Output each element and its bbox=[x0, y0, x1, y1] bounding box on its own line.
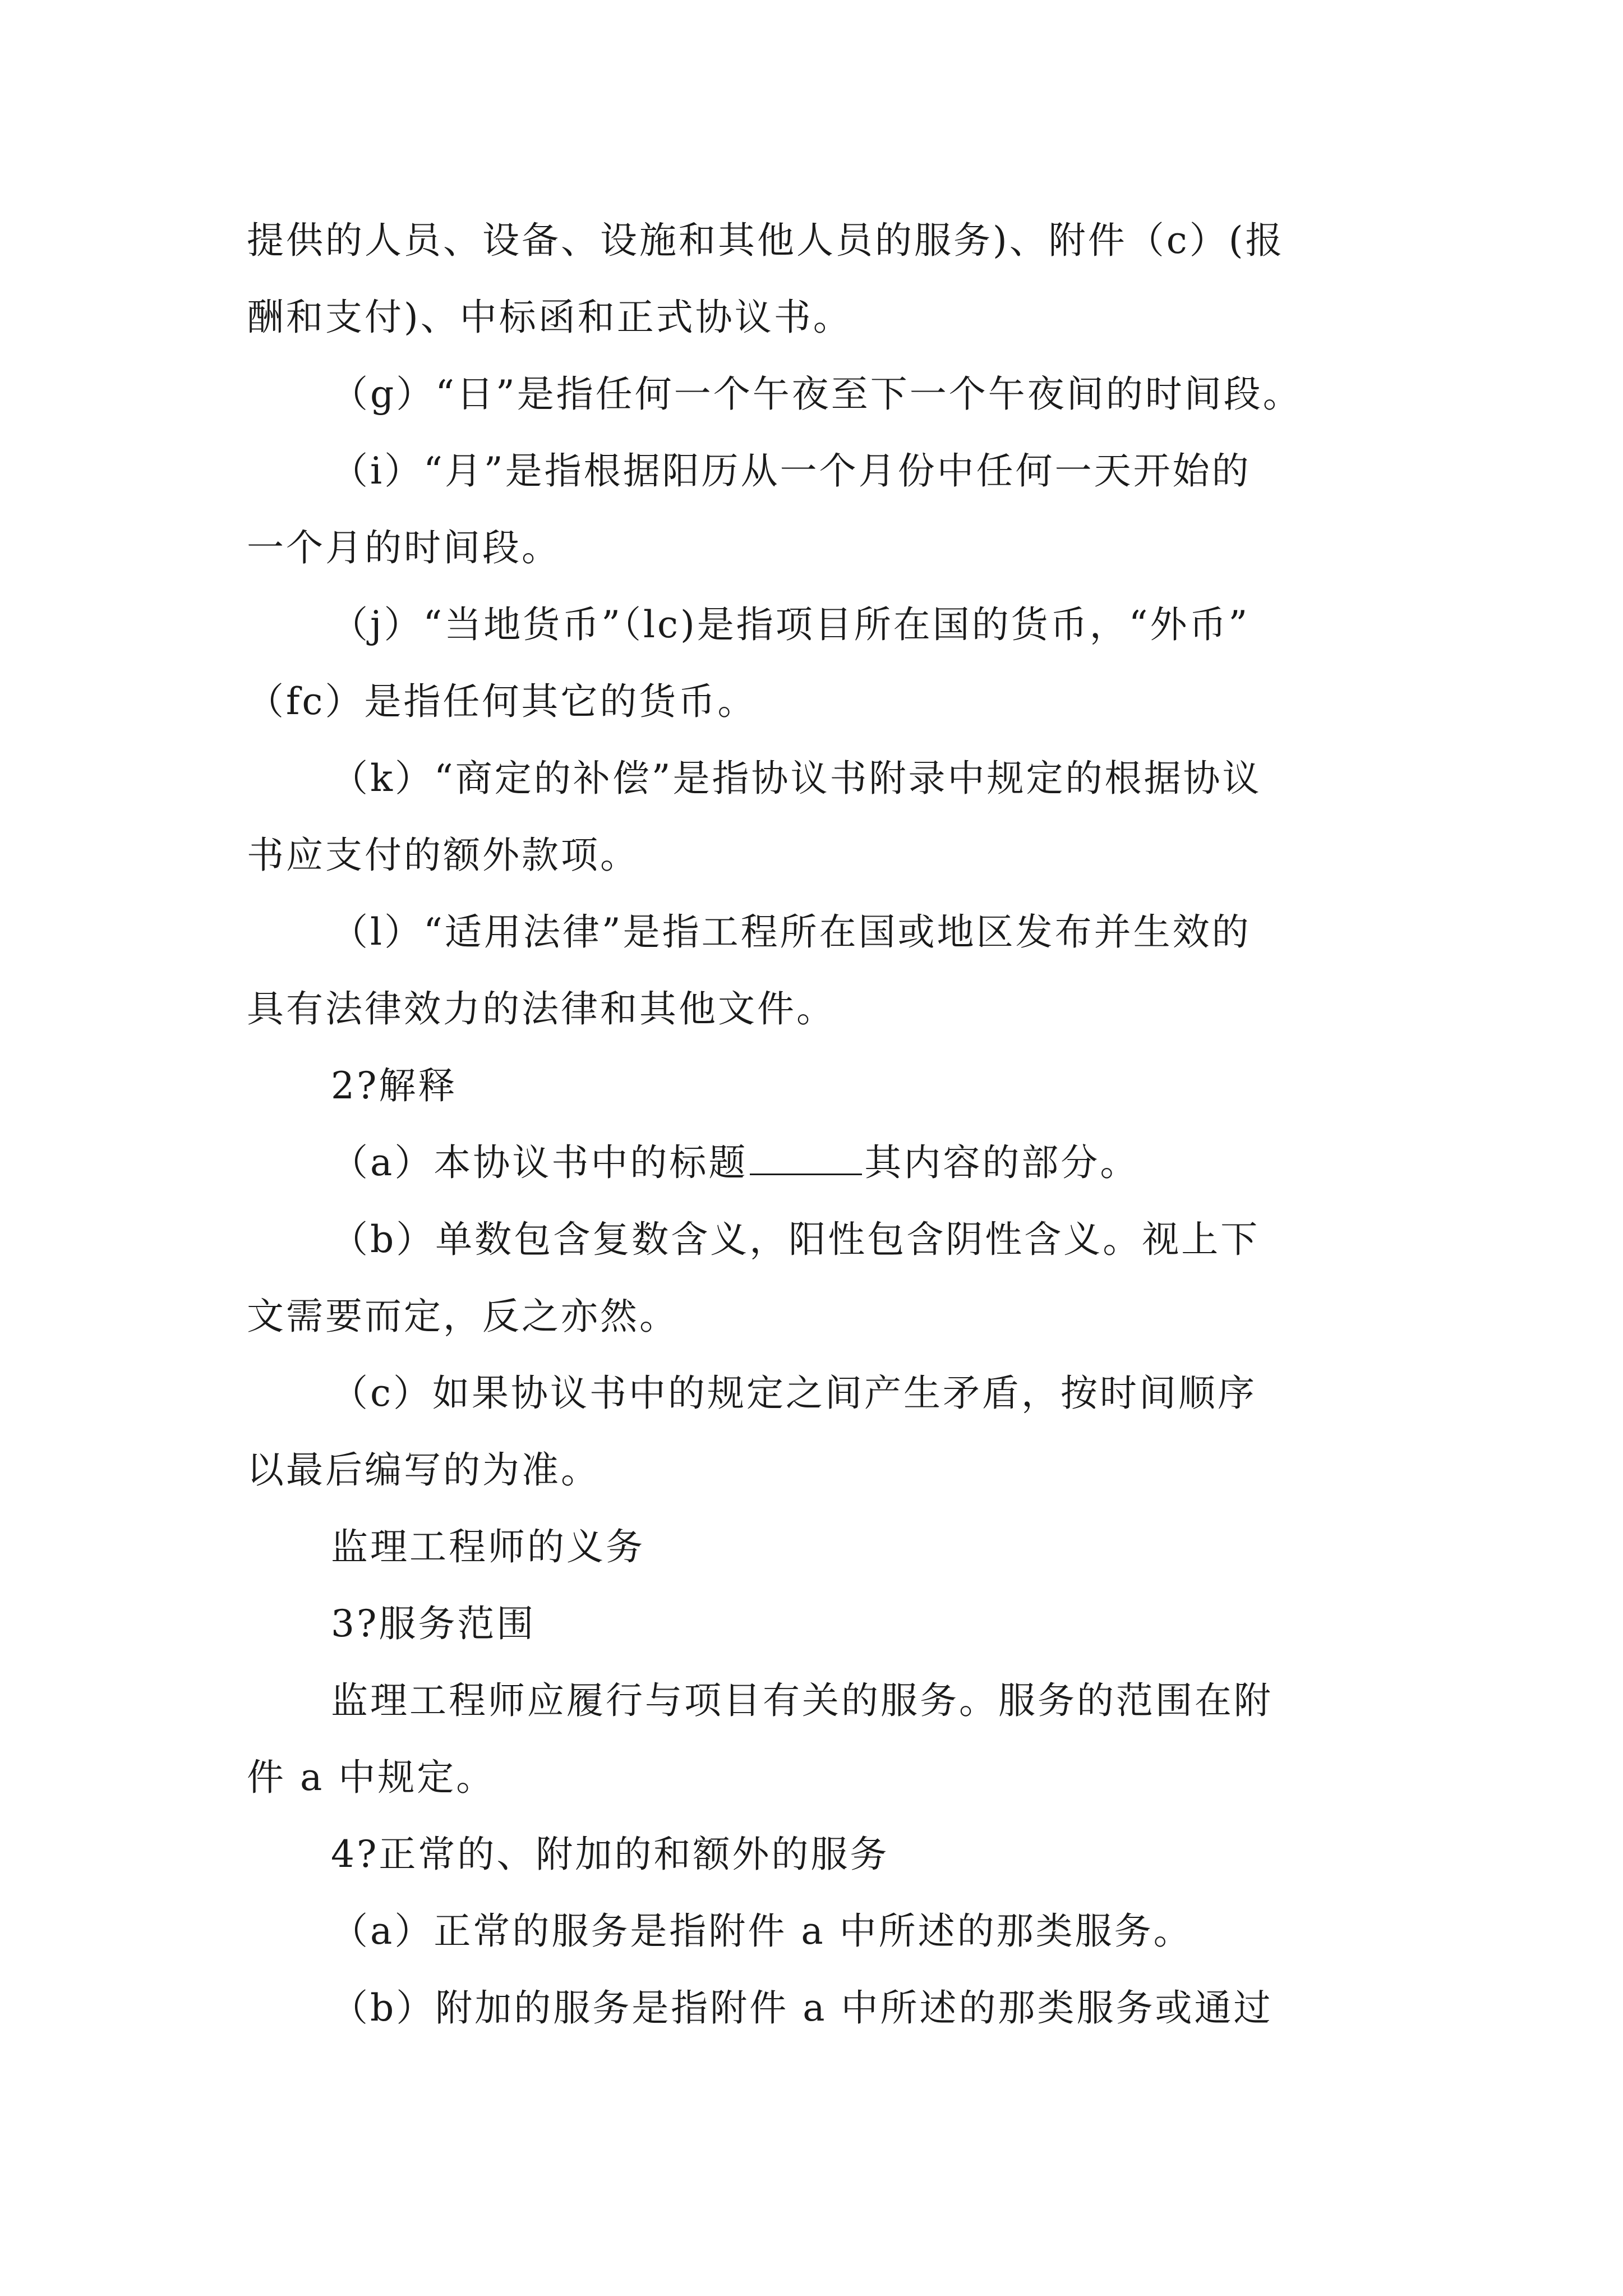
text-line: 具有法律效力的法律和其他文件。 bbox=[247, 987, 836, 1030]
text-line: 酬和支付)、中标函和正式协议书。 bbox=[247, 296, 852, 339]
text-line: （fc）是指任何其它的货币。 bbox=[247, 680, 757, 723]
text-line: 一个月的时间段。 bbox=[247, 526, 561, 569]
services-b: （b）附加的服务是指附件 a 中所述的那类服务或通过 bbox=[331, 1986, 1273, 2030]
definition-currency: （j）“当地货币”（lc)是指项目所在国的货币，“外币” bbox=[331, 603, 1250, 646]
services-a: （a）正常的服务是指附件 a 中所述的那类服务。 bbox=[331, 1910, 1193, 1953]
text-line: 书应支付的额外款项。 bbox=[247, 834, 639, 877]
text-line: 以最后编写的为准。 bbox=[247, 1448, 600, 1492]
interpretation-c: （c）如果协议书中的规定之间产生矛盾，按时间顺序 bbox=[331, 1372, 1257, 1415]
text-line: 文需要而定，反之亦然。 bbox=[247, 1295, 679, 1338]
definition-month: （i）“月”是指根据阳历从一个月份中任何一天开始的 bbox=[331, 449, 1251, 493]
text-segment: 其内容的部分。 bbox=[864, 1141, 1140, 1184]
text-line: 提供的人员、设备、设施和其他人员的服务)、附件（c）(报 bbox=[247, 219, 1285, 262]
document-body bbox=[247, 202, 1402, 2046]
section-heading-interpretation: 2?解释 bbox=[331, 1064, 458, 1107]
fill-in-blank bbox=[750, 1137, 862, 1175]
section-heading-engineer-duties: 监理工程师的义务 bbox=[331, 1525, 645, 1568]
section-heading-scope: 3?服务范围 bbox=[331, 1602, 536, 1645]
section-heading-services: 4?正常的、附加的和额外的服务 bbox=[331, 1833, 889, 1876]
interpretation-a bbox=[247, 1124, 1402, 1201]
interpretation-b: （b）单数包含复数含义，阳性包含阴性含义。视上下 bbox=[331, 1218, 1260, 1261]
definition-applicable-law: （l）“适用法律”是指工程所在国或地区发布并生效的 bbox=[331, 910, 1251, 954]
definition-day: （g）“日”是指任何一个午夜至下一个午夜间的时间段。 bbox=[331, 372, 1302, 416]
scope-paragraph: 监理工程师应履行与项目有关的服务。服务的范围在附 bbox=[331, 1679, 1273, 1722]
text-line: 件 a 中规定。 bbox=[247, 1756, 496, 1799]
definition-compensation: （k）“商定的补偿”是指协议书附录中规定的根据协议 bbox=[331, 757, 1262, 800]
text-segment: （a）本协议书中的标题 bbox=[331, 1141, 748, 1184]
